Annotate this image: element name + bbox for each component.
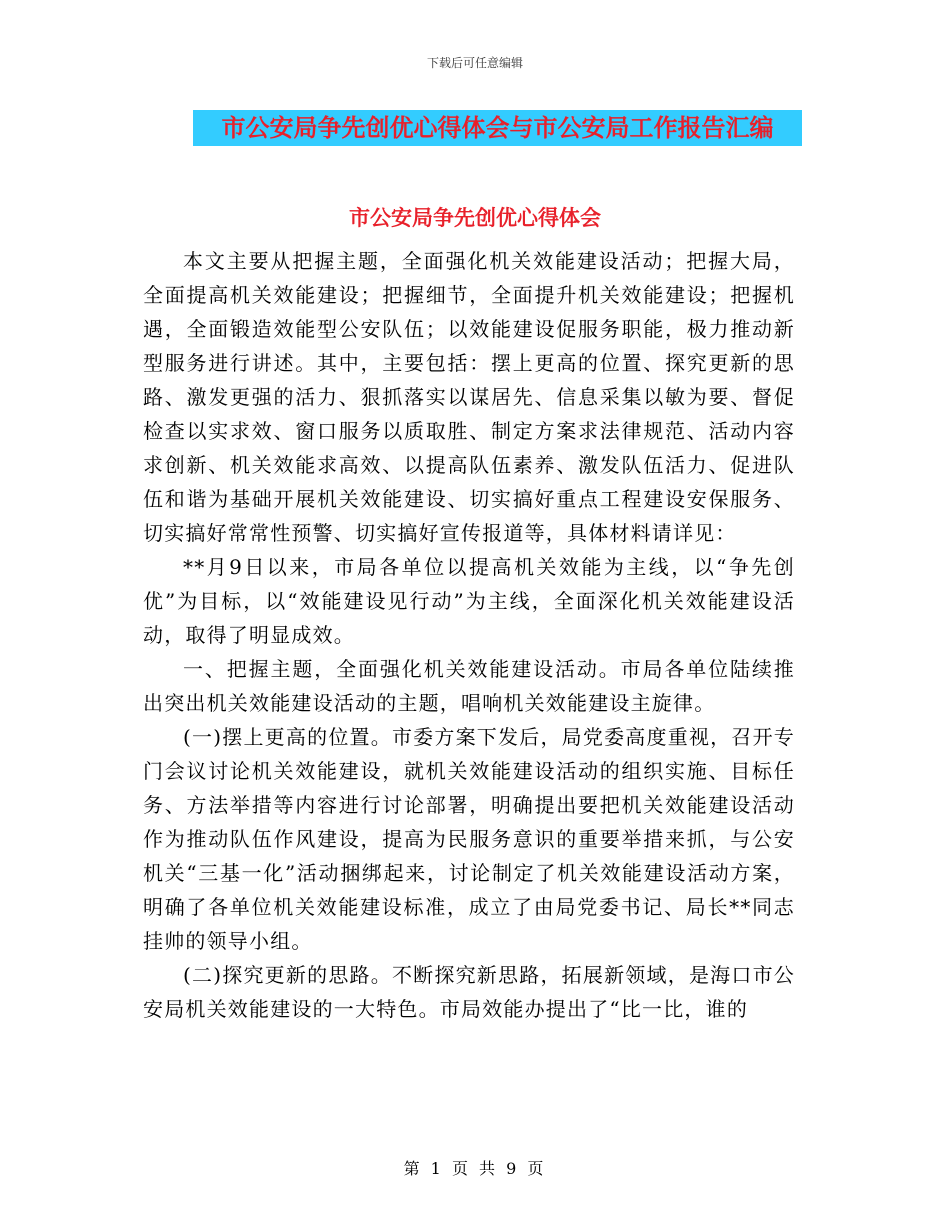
- paragraph-item-one: (一)摆上更高的位置。市委方案下发后，局党委高度重视，召开专门会议讨论机关效能建设，就机关效能建设活动的组织实施、目标任务、方法举措等内容进行讨论部署，明确提出要把机关效能建设活动作为推动队伍作风建设，提高为民服务意识的重要举措来抓，与公安机关“三基一化”活动捆绑起来，讨论制定了机关效能建设活动方案，明确了各单位机关效能建设标准，成立了由局党委书记、局长**同志挂帅的领导小组。: [143, 725, 795, 953]
- document-body: [143, 244, 795, 1026]
- paragraph-intro: 本文主要从把握主题，全面强化机关效能建设活动；把握大局，全面提高机关效能建设；把握细节，全面提升机关效能建设；把握机遇，全面锻造效能型公安队伍；以效能建设促服务职能，极力推动新型服务进行讲述。其中，主要包括：摆上更高的位置、探究更新的思路、激发更强的活力、狠抓落实以谋居先、信息采集以敏为要、督促检查以实求效、窗口服务以质取胜、制定方案求法律规范、活动内容求创新、机关效能求高效、以提高队伍素养、激发队伍活力、促进队伍和谐为基础开展机关效能建设、切实搞好重点工程建设安保服务、切实搞好常常性预警、切实搞好宣传报道等，具体材料请详见：: [143, 249, 795, 545]
- paragraph-summary: **月9日以来，市局各单位以提高机关效能为主线，以“争先创优”为目标，以“效能建设见行动”为主线，全面深化机关效能建设活动，取得了明显成效。: [143, 555, 795, 647]
- page-footer: 第 1 页 共 9 页: [403, 1159, 547, 1178]
- main-title-highlight: [193, 110, 802, 146]
- header-note: 下载后可任意编辑: [426, 56, 523, 70]
- sub-title: 市公安局争先创优心得体会: [349, 206, 601, 230]
- main-title: 市公安局争先创优心得体会与市公安局工作报告汇编: [221, 114, 774, 142]
- paragraph-section-one: 一、把握主题，全面强化机关效能建设活动。市局各单位陆续推出突出机关效能建设活动的主题，唱响机关效能建设主旋律。: [143, 657, 795, 715]
- paragraph-item-two: (二)探究更新的思路。不断探究新思路，拓展新领域，是海口市公安局机关效能建设的一大特色。市局效能办提出了“比一比，谁的: [143, 963, 795, 1021]
